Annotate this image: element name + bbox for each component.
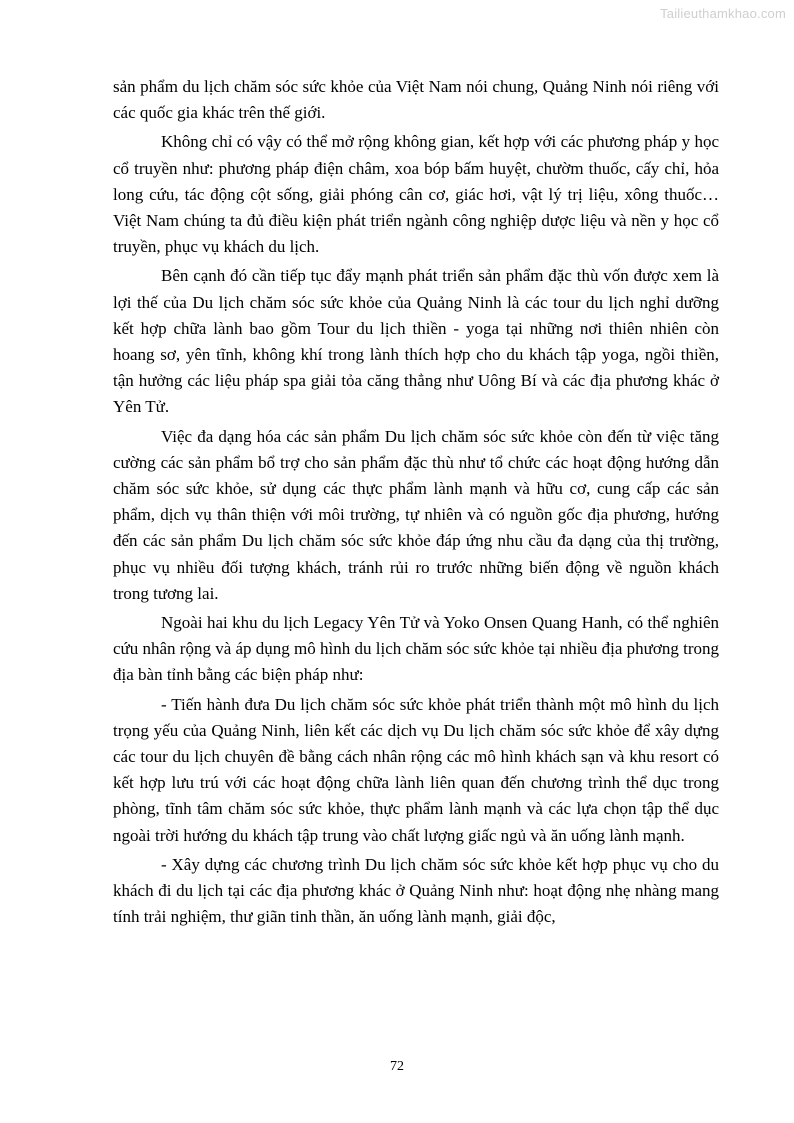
paragraph-4: Việc đa dạng hóa các sản phẩm Du lịch chăm sóc sức khỏe còn đến từ việc tăng cường các sản phẩm bổ trợ cho sản phẩm đặc thù như tổ chức các hoạt động hướng dẫn chăm sóc sức khỏe, sử dụng các thực phẩm lành mạnh và hữu cơ, cung cấp các sản phẩm, dịch vụ thân thiện với môi trường, tự nhiên và có nguồn gốc địa phương, hướng đến các sản phẩm Du lịch chăm sóc sức khỏe đáp ứng nhu cầu đa dạng của thị trường, phục vụ nhiều đối tượng khách, tránh rủi ro trước những biến động về nguồn khách trong tương lai. [113,426,719,603]
paragraph-6: - Tiến hành đưa Du lịch chăm sóc sức khỏe phát triển thành một mô hình du lịch trọng yếu của Quảng Ninh, liên kết các dịch vụ Du lịch chăm sóc sức khỏe để xây dựng các tour du lịch chuyên đề bằng cách nhân rộng các mô hình khách sạn và khu resort có kết hợp lưu trú với các hoạt động chữa lành liên quan đến chương trình thể dục trong phòng, tĩnh tâm chăm sóc sức khỏe, thực phẩm lành mạnh và các lựa chọn tập thể dục ngoài trời hướng du khách tập trung vào chất lượng giấc ngủ và ăn uống lành mạnh. [113,694,719,845]
paragraph-3: Bên cạnh đó cần tiếp tục đẩy mạnh phát triển sản phẩm đặc thù vốn được xem là lợi thế của Du lịch chăm sóc sức khỏe của Quảng Ninh là các tour du lịch nghỉ dưỡng kết hợp chữa lành bao gồm Tour du lịch thiền - yoga tại những nơi thiên nhiên còn hoang sơ, yên tĩnh, không khí trong lành thích hợp cho du khách tập yoga, ngồi thiền, tận hưởng các liệu pháp spa giải tỏa căng thẳng như Uông Bí và các địa phương khác ở Yên Tử. [113,266,719,417]
paragraph-7: - Xây dựng các chương trình Du lịch chăm sóc sức khỏe kết hợp phục vụ cho du khách đi du lịch tại các địa phương khác ở Quảng Ninh như: hoạt động nhẹ nhàng mang tính trải nghiệm, thư giãn tinh thần, ăn uống lành mạnh, giải độc, [113,854,719,927]
document-body [113,74,719,934]
watermark-text: Tailieuthamkhao.com [660,6,786,21]
paragraph-5: Ngoài hai khu du lịch Legacy Yên Tử và Yoko Onsen Quang Hanh, có thể nghiên cứu nhân rộng và áp dụng mô hình du lịch chăm sóc sức khỏe tại nhiều địa phương trong địa bàn tỉnh bằng các biện pháp như: [113,613,720,685]
paragraph-1: sản phẩm du lịch chăm sóc sức khỏe của Việt Nam nói chung, Quảng Ninh nói riêng với các quốc gia khác trên thế giới. [113,77,719,123]
paragraph-2: Không chỉ có vậy có thể mở rộng không gian, kết hợp với các phương pháp y học cổ truyền như: phương pháp điện châm, xoa bóp bấm huyệt, chườm thuốc, cấy chỉ, hỏa long cứu, tác động cột sống, giải phóng cân cơ, giác hơi, vật lý trị liệu, xông thuốc… Việt Nam chúng ta đủ điều kiện phát triển ngành công nghiệp dược liệu và nền y học cổ truyền, phục vụ khách du lịch. [113,132,719,257]
page-number: 72 [390,1059,404,1074]
